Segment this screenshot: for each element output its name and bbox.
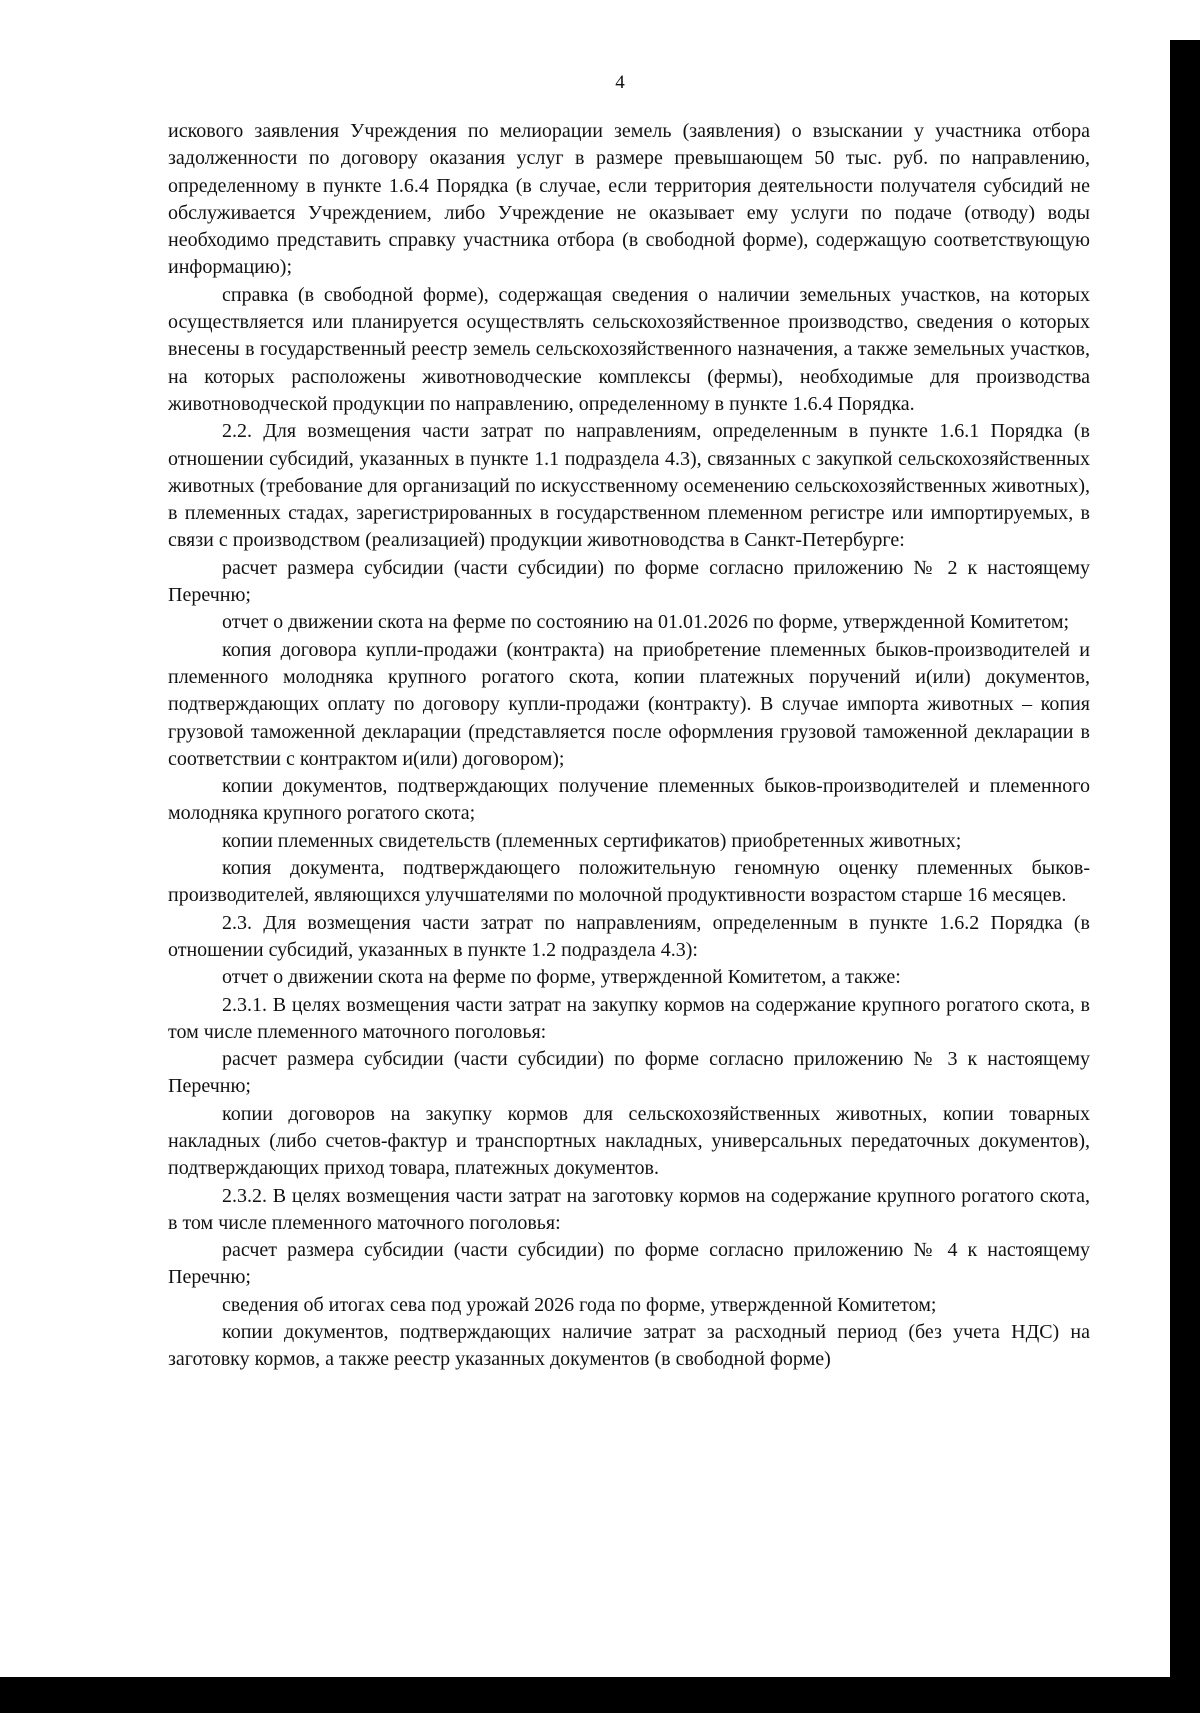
paragraph-continuation: искового заявления Учреждения по мелиорации земель (заявления) о взыскании у участника отбора задолженности по договору оказания услуг в размере превышающем 50 тыс. руб. по направлению, определенному в пункте 1.6.4 Порядка (в случае, если территория деятельности получателя субсидий не обслуживается Учреждением, либо Учреждение не оказывает ему услуги по подаче (отводу) воды необходимо представить справку участника отбора (в свободной форме), содержащую соответствующую информацию); — [168, 120, 1090, 279]
paragraph: сведения об итогах сева под урожай 2026 года по форме, утвержденной Комитетом; — [222, 1293, 937, 1316]
paragraph: расчет размера субсидии (части субсидии) по форме согласно приложению № 2 к настоящему Перечню; — [168, 556, 1090, 607]
paragraph: копия документа, подтверждающего положительную геномную оценку племенных быков-производителей, являющихся улучшателями по молочной продуктивности возрастом старше 16 месяцев. — [168, 857, 1090, 907]
scan-edge-bottom — [0, 1677, 1200, 1713]
paragraph-section-2-3-1: 2.3.1. В целях возмещения части затрат на закупку кормов на содержание крупного рогатого скота, в том числе племенного маточного поголовья: — [168, 993, 1090, 1043]
scan-edge-right — [1170, 40, 1200, 1713]
paragraph-section-2-3-2: 2.3.2. В целях возмещения части затрат на заготовку кормов на содержание крупного рогатого скота, в том числе племенного маточного поголовья: — [168, 1184, 1090, 1234]
paragraph: отчет о движении скота на ферме по состоянию на 01.01.2026 по форме, утвержденной Комитетом; — [222, 611, 1070, 634]
paragraph: справка (в свободной форме), содержащая сведения о наличии земельных участков, на которых осуществляется или планируется осуществлять сельскохозяйственное производство, сведения о которых внесены в государственный реестр земель сельскохозяйственного назначения, а также земельных участков, на которых расположены животноводческие комплексы (фермы), необходимые для производства животноводческой продукции по направлению, определенному в пункте 1.6.4 Порядка. — [168, 283, 1090, 415]
paragraph: расчет размера субсидии (части субсидии) по форме согласно приложению № 3 к настоящему Перечню; — [168, 1048, 1090, 1098]
paragraph-section-2-2: 2.2. Для возмещения части затрат по направлениям, определенным в пункте 1.6.1 Порядка (в отношении субсидий, указанных в пункте 1.1 подраздела 4.3), связанных с закупкой сельскохозяйственных животных (требование для организаций по искусственному осеменению сельскохозяйственных животных), в племенных стадах, зарегистрированных в государственном племенном регистре или импортируемых, в связи с производством (реализацией) продукции животноводства в Санкт-Петербурге: — [168, 420, 1090, 552]
paragraph: копии документов, подтверждающих получение племенных быков-производителей и племенного молодняка крупного рогатого скота; — [168, 775, 1090, 825]
paragraph-section-2-3: 2.3. Для возмещения части затрат по направлениям, определенным в пункте 1.6.2 Порядка (в отношении субсидий, указанных в пункте 1.2 подраздела 4.3): — [168, 911, 1090, 961]
paragraph: копии договоров на закупку кормов для сельскохозяйственных животных, копии товарных накладных (либо счетов-фактур и транспортных накладных, универсальных передаточных документов), подтверждающих приход товара, платежных документов. — [168, 1102, 1090, 1180]
paragraph: расчет размера субсидии (части субсидии) по форме согласно приложению № 4 к настоящему Перечню; — [168, 1239, 1090, 1289]
paragraph: отчет о движении скота на ферме по форме, утвержденной Комитетом, а также: — [222, 966, 901, 989]
document-body — [168, 118, 1090, 1374]
paragraph: копия договора купли-продажи (контракта) на приобретение племенных быков-производителей и племенного молодняка крупного рогатого скота, копии платежных поручений и(или) документов, подтверждающих оплату по договору купли-продажи (контракту). В случае импорта животных – копия грузовой таможенной декларации (представляется после оформления грузовой таможенной декларации в соответствии с контрактом и(или) договором); — [168, 638, 1090, 770]
paragraph: копии документов, подтверждающих наличие затрат за расходный период (без учета НДС) на заготовку кормов, а также реестр указанных документов (в свободной форме) — [168, 1321, 1090, 1371]
paragraph: копии племенных свидетельств (племенных сертификатов) приобретенных животных; — [222, 829, 962, 852]
page-number: 4 — [615, 72, 625, 93]
